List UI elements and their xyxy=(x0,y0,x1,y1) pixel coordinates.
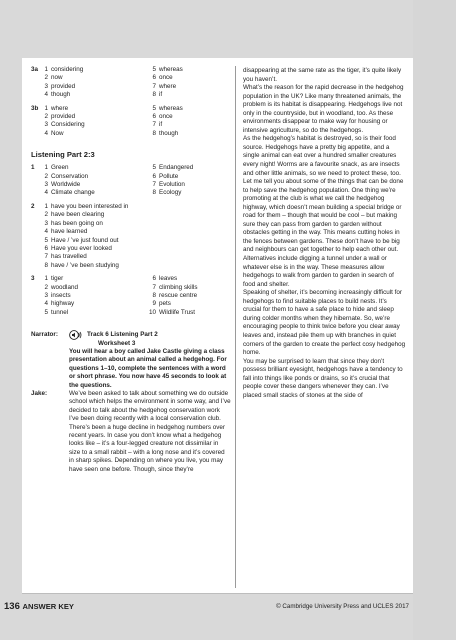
answer-text: highway xyxy=(51,300,75,308)
answer-number: 7 xyxy=(152,181,156,189)
answer-number: 1 xyxy=(44,66,48,73)
answer-text: if xyxy=(159,91,163,99)
answer-text: once xyxy=(159,113,173,121)
exercise-id: 3a xyxy=(31,66,39,73)
answer-text: tiger xyxy=(51,275,64,283)
answer-number: 4 xyxy=(44,300,48,308)
answer-item xyxy=(149,275,231,283)
answer-item xyxy=(149,300,231,308)
script-paragraph: We’ve been asked to talk about something we do outside school which helps the environment in some way, and I’ve decided to talk about the hedgehog conservation work I’ve been doing recently with a local conservation club. xyxy=(69,390,231,423)
exercise-id: 3 xyxy=(31,275,35,283)
script-paragraph: What’s the reason for the rapid decrease in the hedgehog population in the UK? Like many threatened animals, the problem is its habitat is disappearing. Hedgehogs live not only in the countryside, but in woodland, too. As these environments disappear to make way for housing or intensive agriculture, so do the hedgehogs. xyxy=(243,84,404,134)
section-label: ANSWER KEY xyxy=(22,602,74,611)
narrator-block xyxy=(31,331,231,390)
answer-number: 2 xyxy=(44,283,48,291)
answer-text: provided xyxy=(51,113,76,121)
answer-text: has travelled xyxy=(51,253,87,261)
answer-text: have / ’ve been studying xyxy=(51,261,119,269)
exercise-2 xyxy=(31,203,231,270)
answer-item xyxy=(149,284,231,292)
script-paragraph: You may be surprised to learn that since they don’t possess brilliant eyesight, hedgehogs have a tendency to fall into things like ponds or drains, so it’s crucial that people cover these dangers whenever they can. I’ve placed small stacks of stones at the side of xyxy=(243,357,403,399)
answer-text: Pollute xyxy=(159,172,179,180)
answer-item xyxy=(149,292,231,300)
answer-item xyxy=(41,237,231,245)
audio-track-icon xyxy=(69,330,83,339)
exercise-3 xyxy=(31,275,231,317)
answer-number: 1 xyxy=(44,202,48,210)
answer-text: though xyxy=(51,91,71,99)
left-column xyxy=(31,66,231,474)
answer-text: Worldwide xyxy=(51,181,81,189)
answer-number: 6 xyxy=(152,74,156,82)
answer-text: have learned xyxy=(51,228,88,236)
answer-text: rescue centre xyxy=(159,291,198,299)
answer-text: considering xyxy=(51,66,84,73)
answer-text: Ecology xyxy=(159,189,182,197)
exercise-1 xyxy=(31,164,231,198)
answer-text: Green xyxy=(51,164,69,172)
answer-item xyxy=(149,91,231,99)
answer-text: insects xyxy=(51,291,71,299)
answer-number: 7 xyxy=(152,283,156,291)
answer-item xyxy=(41,300,149,308)
answer-item xyxy=(41,189,149,197)
answer-number: 5 xyxy=(152,104,156,112)
answer-text: Endangered xyxy=(159,164,194,172)
answer-text: Now xyxy=(51,129,64,137)
answer-number: 1 xyxy=(44,164,48,172)
answer-item xyxy=(41,173,149,181)
answer-number: 7 xyxy=(44,253,48,261)
answer-number: 8 xyxy=(152,189,156,197)
answer-text: leaves xyxy=(159,275,178,283)
script-paragraph: disappearing at the same rate as the tiger, it’s quite likely you haven’t. xyxy=(243,67,402,83)
exercise-3a xyxy=(31,66,231,100)
answer-item xyxy=(149,189,231,197)
answer-number: 9 xyxy=(152,300,156,308)
answer-text: provided xyxy=(51,82,76,90)
answer-number: 6 xyxy=(44,244,48,252)
answer-text: have been clearing xyxy=(51,211,105,219)
answer-item xyxy=(149,181,231,189)
answer-text: where xyxy=(51,104,69,112)
answer-number: 2 xyxy=(44,74,48,82)
answer-item xyxy=(41,121,149,129)
answer-number: 1 xyxy=(44,275,48,283)
answer-text: has been going on xyxy=(51,219,103,227)
answer-item xyxy=(41,262,231,270)
answer-text: though xyxy=(159,129,179,137)
answer-text: pets xyxy=(159,300,171,308)
script-paragraph: Let me tell you about some of the things that can be done to help save the hedgehog population. One thing we’re promoting at the club is what we call the hedgehog highway, which doesn’t mean building a special bridge or road for them – though that would be cool – but making sure they can pass from garden to garden without obstacles getting in the way. This means cutting holes in the fences between gardens. These don’t have to be big and neighbours can get together to help each other out. Alternatives include digging a tunnel under a wall or whatever else is in the way. These measures allow hedgehogs to walk from garden to garden in search of food and shelter. xyxy=(243,178,404,288)
answer-number: 6 xyxy=(152,275,156,283)
answer-item xyxy=(41,245,231,253)
answer-number: 5 xyxy=(44,236,48,244)
answer-text: woodland xyxy=(51,283,78,291)
answer-item xyxy=(41,220,231,228)
answer-item xyxy=(41,275,149,283)
answer-item xyxy=(41,203,231,211)
script-paragraph: There’s been a huge decline in hedgehog numbers over recent years. In case you don’t know what a hedgehog looks like – it’s a four-legged creature not dissimilar in size to a small rabbit – with a long nose and it’s covered in sharp spikes. Depending on where you live, you may have seen one before. Though, since they’re xyxy=(69,423,226,473)
answer-text: whereas xyxy=(159,66,183,73)
answer-text: Wildlife Trust xyxy=(159,308,196,316)
answer-item xyxy=(149,113,231,121)
margin-strip xyxy=(413,0,456,640)
speaker-label: Jake: xyxy=(31,390,48,397)
answer-number: 3 xyxy=(44,121,48,129)
answer-text: where xyxy=(159,82,177,90)
answer-text: have you been interested in xyxy=(51,202,129,210)
speaker-label: Narrator: xyxy=(31,331,58,339)
answer-number: 1 xyxy=(44,104,48,112)
answer-number: 8 xyxy=(152,129,156,137)
page-number: 136 xyxy=(4,601,20,612)
answer-item xyxy=(41,181,149,189)
answer-text: whereas xyxy=(159,104,183,112)
answer-number: 6 xyxy=(152,113,156,121)
answer-number: 2 xyxy=(44,211,48,219)
answer-text: Have / ’ve just found out xyxy=(51,236,119,244)
answer-text: Have you ever looked xyxy=(51,244,112,252)
answer-item xyxy=(41,211,231,219)
exercise-3b xyxy=(31,105,231,139)
answer-number: 10 xyxy=(149,308,157,316)
answer-item xyxy=(149,74,231,82)
answer-text: tunnel xyxy=(51,308,69,316)
answer-number: 8 xyxy=(152,291,156,299)
narrator-text: You will hear a boy called Jake Castle giving a class presentation about an animal called a hedgehog. For questions 1–10, complete the sentences with a word or short phrase. You now have 45 seconds to look at the questions. xyxy=(69,347,227,389)
answer-number: 8 xyxy=(44,261,48,269)
copyright: © Cambridge University Press and UCLES 2017 xyxy=(276,603,409,610)
column-divider xyxy=(235,66,236,588)
answer-item xyxy=(149,121,231,129)
answer-text: climbing skills xyxy=(159,283,198,291)
answer-item xyxy=(149,164,231,172)
answer-number: 3 xyxy=(44,181,48,189)
answer-text: now xyxy=(51,74,63,82)
jake-block xyxy=(31,390,231,474)
answer-number: 3 xyxy=(44,82,48,90)
answer-item xyxy=(41,228,231,236)
track-title: Track 6 Listening Part 2 xyxy=(87,331,158,339)
answer-item xyxy=(41,130,149,138)
answer-number: 5 xyxy=(152,164,156,172)
script-paragraph: As the hedgehog’s habitat is destroyed, so is their food source. Hedgehogs have a pretty big appetite, and a single animal can eat over a hundred smaller creatures every night! Worms are a favourite snack, as are insects and other little animals, so we need to protect these, too. xyxy=(243,135,401,177)
answer-item xyxy=(41,164,149,172)
answer-number: 4 xyxy=(44,228,48,236)
answer-item xyxy=(149,105,231,113)
footer-rule xyxy=(22,593,413,594)
answer-text: once xyxy=(159,74,173,82)
answer-text: if xyxy=(159,121,163,129)
answer-item xyxy=(41,74,149,82)
section-heading: Listening Part 2:3 xyxy=(31,150,95,160)
answer-text: Conservation xyxy=(51,172,89,180)
answer-number: 2 xyxy=(44,113,48,121)
answer-text: Evolution xyxy=(159,181,185,189)
page-footer-label xyxy=(4,601,74,612)
worksheet-label: Worksheet 3 xyxy=(98,339,136,347)
answer-item xyxy=(149,66,231,74)
answer-item xyxy=(41,83,149,91)
answer-item xyxy=(41,309,149,317)
right-column xyxy=(243,67,406,400)
answer-number: 6 xyxy=(152,172,156,180)
answer-item xyxy=(41,292,149,300)
answer-item xyxy=(41,253,231,261)
answer-item xyxy=(149,83,231,91)
answer-item xyxy=(41,66,149,74)
exercise-id: 1 xyxy=(31,164,35,172)
answer-item xyxy=(149,173,231,181)
answer-number: 2 xyxy=(44,172,48,180)
script-paragraph: Speaking of shelter, it’s becoming increasingly difficult for hedgehogs to find suitable places to build nests. It’s crucial for them to have a safe place to hide and sleep during colder months when they hibernate. So, we’re encouraging people to think twice before you clear away leaves and, instead pile them up with branches in quiet corners of the garden to create the perfect cosy hedgehog home. xyxy=(243,289,406,357)
answer-number: 5 xyxy=(152,66,156,73)
answer-number: 4 xyxy=(44,129,48,137)
answer-number: 3 xyxy=(44,219,48,227)
answer-item xyxy=(149,130,231,138)
answer-text: Climate change xyxy=(51,189,95,197)
answer-number: 5 xyxy=(44,308,48,316)
exercise-id: 3b xyxy=(31,104,39,112)
answer-number: 8 xyxy=(152,91,156,99)
answer-item xyxy=(41,105,149,113)
answer-item xyxy=(149,309,231,317)
answer-number: 4 xyxy=(44,189,48,197)
answer-text: Considering xyxy=(51,121,85,129)
answer-item xyxy=(41,284,149,292)
answer-number: 7 xyxy=(152,121,156,129)
answer-item xyxy=(41,113,149,121)
exercise-id: 2 xyxy=(31,202,35,210)
answer-number: 4 xyxy=(44,91,48,99)
answer-item xyxy=(41,91,149,99)
answer-number: 3 xyxy=(44,291,48,299)
answer-number: 7 xyxy=(152,82,156,90)
